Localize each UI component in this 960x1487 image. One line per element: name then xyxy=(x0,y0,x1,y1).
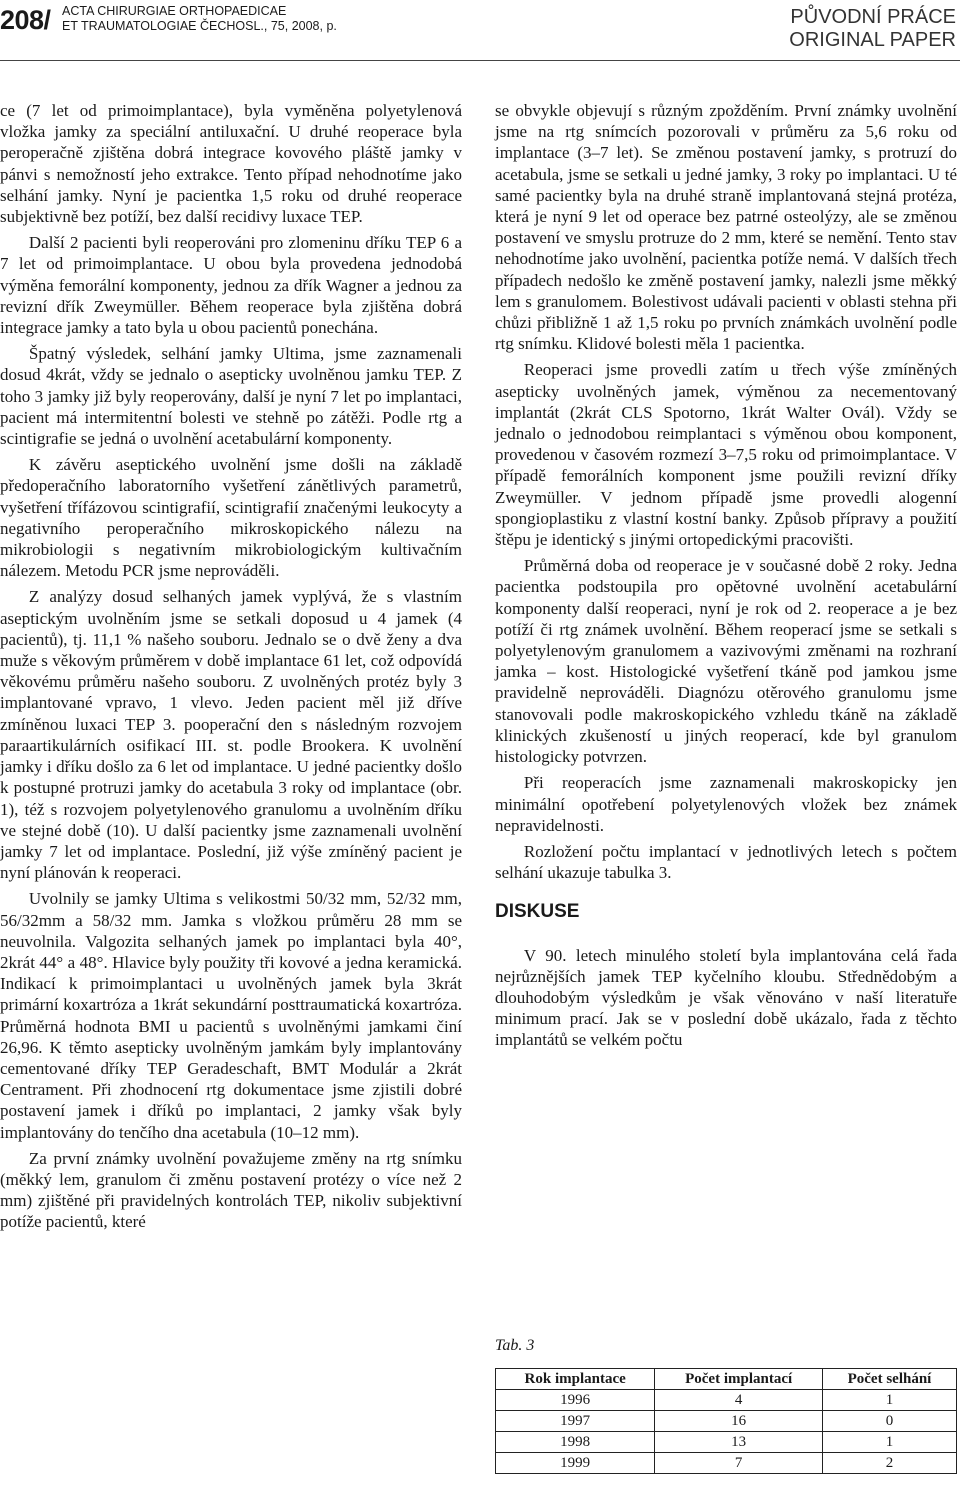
table-header-row xyxy=(496,1369,957,1390)
column-header: Počet selhání xyxy=(822,1369,956,1390)
section-line-2: ORIGINAL PAPER xyxy=(789,29,956,51)
table-cell: 0 xyxy=(822,1411,956,1432)
table-cell: 1 xyxy=(822,1390,956,1411)
paragraph: Další 2 pacienti byli reoperováni pro zlomeninu dříku TEP 6 a 7 let od primoimplantace. U obou byla provedena jednodobá výměna femorální komponenty, jednou za dřík Wagner a jednou za revizní dřík Zweymüller. Během reoperace byla zjištěna dobrá integrace jamky a tato byla u obou pacientů ponechána. xyxy=(0,233,462,338)
journal-title xyxy=(62,4,337,34)
paragraph: Špatný výsledek, selhání jamky Ultima, jsme zaznamenali dosud 4krát, vždy se jednalo o asepticky uvolněnou jamku TEP. Z toho 3 jamky již byly reoperovány, další je nyní 7 let po implantaci, pacient má intermitentní bolesti ve stehně po zátěži. Podle rtg a scintigrafie se jedná o uvolnění acetabulární komponenty. xyxy=(0,344,462,449)
journal-line-2: ET TRAUMATOLOGIAE ČECHOSL., 75, 2008, p. xyxy=(62,19,337,33)
table-cell: 1 xyxy=(822,1432,956,1453)
paragraph: Průměrná doba od reoperace je v současné době 2 roky. Jedna pacientka podstoupila pro opětovné uvolnění acetabulární komponenty další reoperaci, nyní je rok od 2. reoperace a je bez potíží či rtg známek uvolnění. Během reoperací jsme se setkali s polyetylenovým granulomem a vazivovými změnami na rozhraní jamka – kost. Histologické vyšetření tkáně pod jamkou jsme pravidelně neprováděli. Diagnózu otěrového granulomu jsme stanovovali podle makroskopického vzhledu tkáně na základě klinických zkušeností u jiných reoperací, kde byl granulom histologicky potvrzen. xyxy=(495,556,957,767)
table-cell: 1996 xyxy=(496,1390,655,1411)
left-column xyxy=(0,100,462,1238)
paragraph: Reoperaci jsme provedli zatím u třech výše zmíněných asepticky uvolněných jamek, výměnou za necementovaný implantát (2krát CLS Spotorno, 1krát Walter Ovál). Vždy se jednalo o jednodobou reimplantaci s výměnou obou komponent, provedenou v časovém rozmezí 3–7,5 roku od primoimplantace. V případě femorálních komponent jsme použili revizní dříky Zweymüller. V jednom případě jsme provedli alogenní spongioplastiku z vlastní kostní banky. Způsob přípravy a použití štěpu je identický s jinými ortopedickými pracovišti. xyxy=(495,360,957,550)
page-header xyxy=(0,0,960,62)
paragraph: Rozložení počtu implantací v jednotlivých letech s počtem selhání ukazuje tabulka 3. xyxy=(495,841,957,883)
table-row xyxy=(496,1411,957,1432)
table-row xyxy=(496,1453,957,1474)
table-cell: 13 xyxy=(655,1432,823,1453)
column-header: Počet implantací xyxy=(655,1369,823,1390)
paragraph: K závěru aseptického uvolnění jsme došli na základě předoperačního laboratorního vyšetření zánětlivých parametrů, vyšetření třífázovou scintigrafií, scintigrafií značenými leukocyty a negativního peroperačního mikroskopického nálezu na mikrobiologii s negativním mikrobiologickým kultivačním nálezem. Metodu PCR jsme neprováděli. xyxy=(0,455,462,581)
section-line-1: PŮVODNÍ PRÁCE xyxy=(790,6,956,28)
paragraph: Při reoperacích jsme zaznamenali makroskopicky jen minimální opotřebení polyetylenových vložek bez známek nepravidelnosti. xyxy=(495,773,957,835)
table-cell: 2 xyxy=(822,1453,956,1474)
table-cell: 1997 xyxy=(496,1411,655,1432)
paragraph: Z analýzy dosud selhaných jamek vyplývá, že s vlastním aseptickým uvolněním jsme se setkali doposud u 4 jamek (4 pacientů), tj. 11,1 % našeho souboru. Jednalo se o dvě ženy a dva muže s věkovým průměrem v době implantace 61 let, což odpovídá věkovému průměru našeho souboru. Z uvolněných protéz byly 3 implantované vpravo, 1 vlevo. Jeden pacient měl již dříve zmíněnou luxaci TEP 3. pooperační den s následným rozvojem paraartikulárních osifikací III. st. podle Brookera. K uvolnění jamky i dříku došlo za 6 let od implantace. U jedné pacientky došlo k postupné protruzi jamky do acetabula 3 roky od implantace (obr. 1), též s rozvojem polyetylenového granulomu a uvolněním dříku ve stejné době (10). U další pacientky jsme zaznamenali uvolnění jamky 7 let od implantace. Poslední, již výše zmíněný pacient je nyní plánován k reoperaci. xyxy=(0,587,462,883)
section-heading-diskuse: DISKUSE xyxy=(495,901,580,923)
journal-line-1: ACTA CHIRURGIAE ORTHOPAEDICAE xyxy=(62,4,287,18)
page-number: 208/ xyxy=(0,5,51,35)
right-column xyxy=(495,100,957,1056)
table-cell: 4 xyxy=(655,1390,823,1411)
table-cell: 1999 xyxy=(496,1453,655,1474)
table-cell: 1998 xyxy=(496,1432,655,1453)
paragraph: ce (7 let od primoimplantace), byla vyměněna polyetylenová vložka jamky za speciální antiluxační. U druhé reoperace byla peroperačně zjištěna dobrá integrace kovového pláště jamky v pánvi s nemožností jeho extrakce. Tento případ nehodnotíme jako selhání jamky. Nyní je pacientka 1,5 roku od druhé reoperace subjektivně bez potíží, bez další recidivy luxace TEP. xyxy=(0,101,462,227)
paragraph: V 90. letech minulého století byla implantována celá řada nejrůznějších jamek TEP kyčelního kloubu. Střednědobým a dlouhodobým výsledkům je však věnováno v naší literatuře minimum prací. Jak se v poslední době ukázalo, řada z těchto implantátů se velkém počtu xyxy=(495,945,957,1050)
table-cell: 16 xyxy=(655,1411,823,1432)
table-row xyxy=(496,1432,957,1453)
paragraph: se obvykle objevují s různým zpožděním. První známky uvolnění jsme na rtg snímcích pozorovali v průměru za 5,6 roku od implantace (3–7 let). Se změnou postavení jamky, s protruzí do acetabula, jsme se setkali u jedné jamky, 3 roky po implantaci. U té samé pacientky byla na druhé straně implantovaná stejná protéza, která je nyní 9 let od operace bez patrné osteolýzy, ale se změnou postavení ve smyslu protruze do 2 mm, které se nemění. Tento stav nehodnotíme jako uvolnění, pacientka potíže nemá. V dalších třech případech nedošlo ke změně postavení jamky, nalezli jsme měkký lem s granulomem. Bolestivost udávali pacienti v oblasti stehna při chůzi přibližně 1 až 1,5 roku po prvních známkách uvolnění podle rtg snímku. Klidové bolesti měla 1 pacientka. xyxy=(495,101,957,354)
header-rule xyxy=(0,60,960,61)
paragraph: Za první známky uvolnění považujeme změny na rtg snímku (měkký lem, granulom či změnu postavení protézy o více než 2 mm) zjištěné při pravidelných kontrolách TEP, nikoliv subjektivní potíže pacientů, které xyxy=(0,1148,462,1232)
paragraph: Uvolnily se jamky Ultima s velikostmi 50/32 mm, 52/32 mm, 56/32mm a 58/32 mm. Jamka s vložkou průměru 28 mm se neuvolnila. Valgozita selhaných jamek po implantaci byla 40°, 2krát 44° a 48°. Hlavice byly použity tři kovové a jedna keramická. Indikací k primoimplantaci u uvolněných jamek byla 3krát primární koxartróza a 1krát sekundární posttraumatická koxartróza. Průměrná hodnota BMI u pacientů s uvolněnými jamkami činí 26,96. K těmto asepticky uvolněným jamkám byly implantovány cementované dříky TEP Geradeschaft, BMT Modulár a 2krát Centrament. Při zhodnocení rtg dokumentace jsme zjistili dobré postavení jamek i dříků po implantaci, 2 jamky však byly implantovány do tenčího dna acetabula (10–12 mm). xyxy=(0,889,462,1142)
table-row xyxy=(496,1390,957,1411)
section-type xyxy=(789,6,956,52)
data-table xyxy=(495,1368,957,1474)
column-header: Rok implantace xyxy=(496,1369,655,1390)
table-caption: Tab. 3 xyxy=(495,1337,535,1354)
table-cell: 7 xyxy=(655,1453,823,1474)
